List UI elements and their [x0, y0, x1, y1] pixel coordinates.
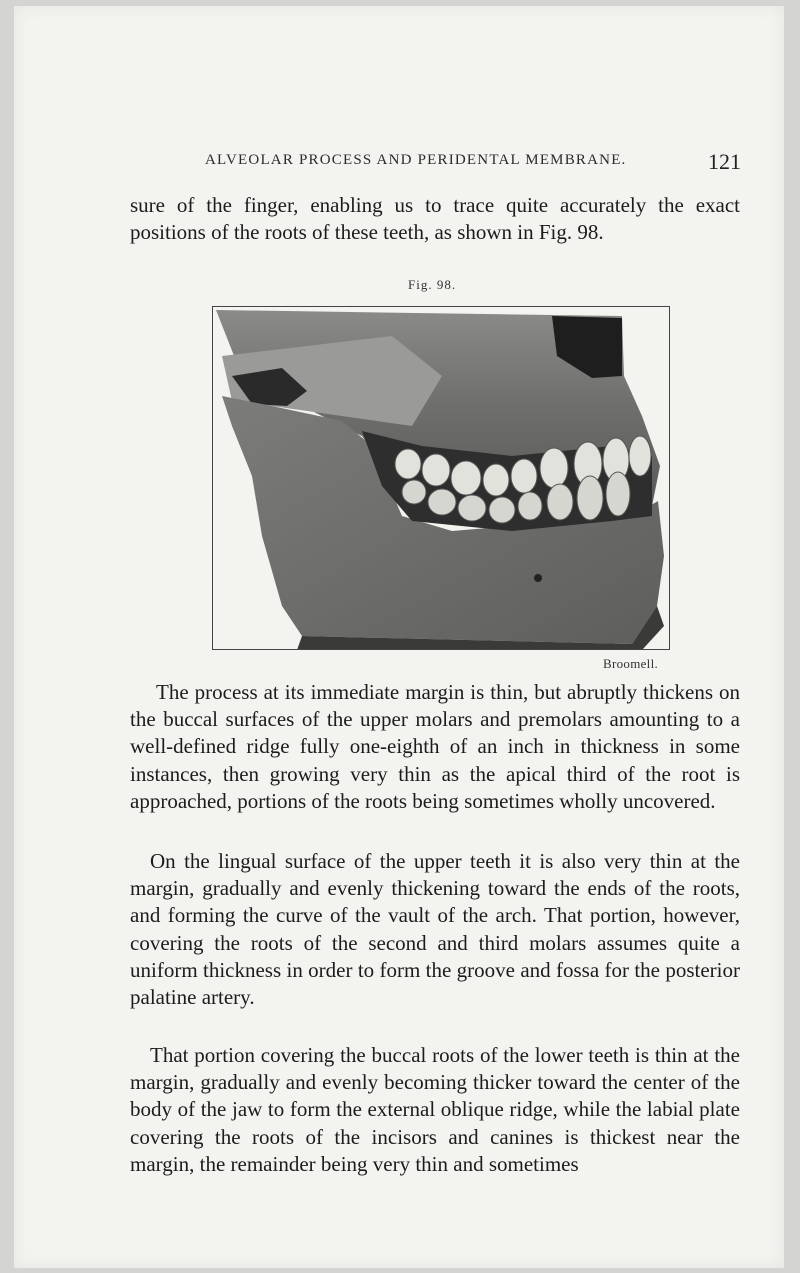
- intro-paragraph: sure of the finger, enabling us to trace quite accurately the exact positions of the roots of these teeth, as shown in Fig. 98.: [130, 193, 740, 245]
- figure-credit: Broomell.: [603, 656, 659, 671]
- body-paragraph: On the lingual surface of the upper teeth it is also very thin at the margin, gradually and evenly thickening toward the ends of the roots, and forming the curve of the vault of the arch. That portion, however, covering the roots of the second and third molars assumes quite a uniform thickness in order to form the groove and fossa for the posterior palatine artery.: [130, 849, 740, 1010]
- running-head: ALVEOLAR PROCESS AND PERIDENTAL MEMBRANE.: [205, 152, 627, 168]
- body-paragraph: The process at its immediate margin is thin, but abruptly thickens on the buccal surfaces of the upper molars and premolars amounting to a well-defined ridge fully one-eighth of an inch in thickness in some instances, then growing very thin as the apical third of the root is approached, portions of the roots being sometimes wholly uncovered.: [130, 680, 740, 813]
- figure-label: Fig. 98.: [408, 277, 457, 292]
- body-paragraph: That portion covering the buccal roots of the lower teeth is thin at the margin, gradually and evenly becoming thicker toward the center of the body of the jaw to form the external oblique ridge, while the labial plate covering the roots of the incisors and canines is thickest near the margin, the remainder being very thin and sometimes: [130, 1043, 740, 1176]
- jaw-illustration: [212, 306, 670, 650]
- page-number: 121: [708, 149, 741, 174]
- figure-skull-photograph: [212, 306, 670, 650]
